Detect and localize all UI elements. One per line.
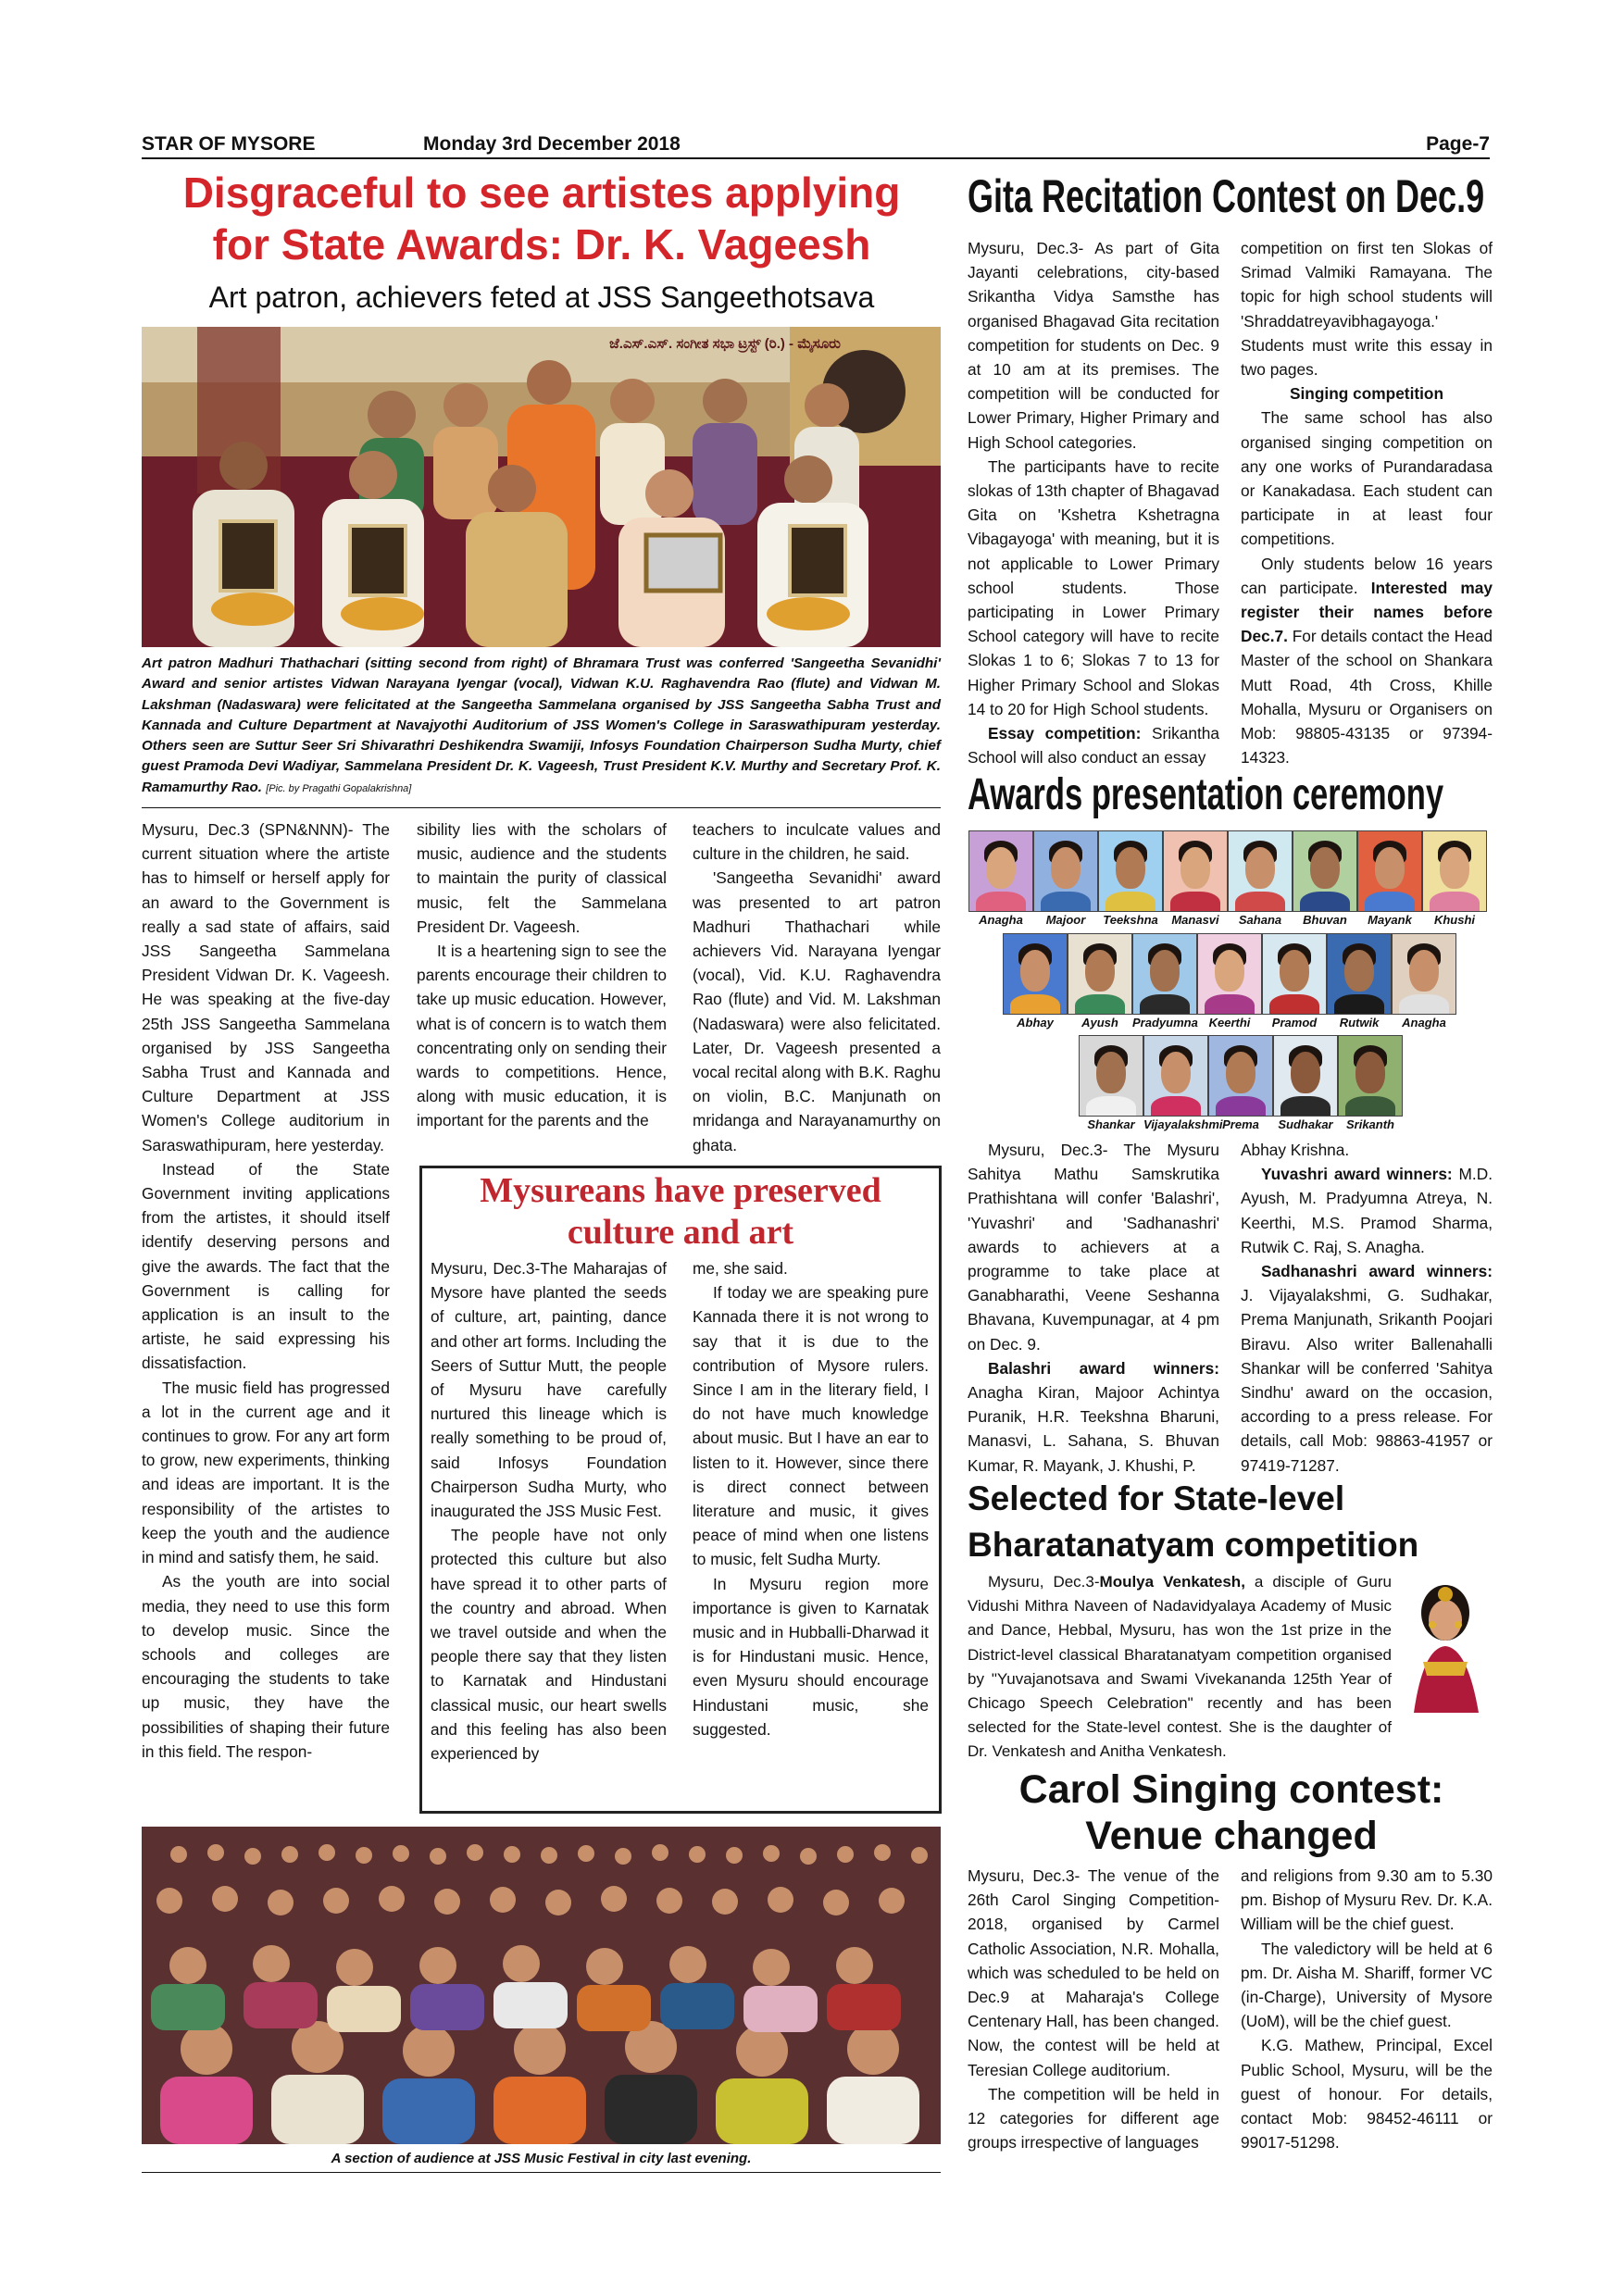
main-headline-line2: for State Awards: Dr. K. Vageesh (212, 220, 871, 268)
winner-name: Mayank (1368, 913, 1412, 927)
main-story-col2 (417, 817, 667, 1133)
winner-photo (1262, 933, 1327, 1015)
masthead-rule (142, 157, 1490, 159)
winner-photo (1228, 830, 1293, 912)
main-col2-para1: sibility lies with the scholars of music, audience and the students to maintain the purity of classical music, felt the Sammelana President Dr. Vageesh. (417, 820, 667, 936)
box-col1-para1: Mysuru, Dec.3-The Maharajas of Mysore have planted the seeds of culture, art, painting, dance and other art forms. Including the Seers of Suttur Mutt, the people of Mysuru have carefully nurtured this lineage which is really something to be proud of, said Infosys Foundation Chairperson Sudha Murty, who inaugurated the JSS Music Fest. (431, 1259, 667, 1521)
carol-col1 (968, 1864, 1219, 2154)
winner-photo (1033, 830, 1098, 912)
yuvashri-winners: M.D. Ayush, M. Pradyumna Atreya, N. Keerthi, M.S. Pramod Sharma, Rutwik C. Raj, S. Anagha. (1241, 1165, 1493, 1256)
audience-photo-caption: A section of audience at JSS Music Festival in city last evening. (331, 2151, 752, 2166)
winner-name: Bhuvan (1303, 913, 1347, 927)
awards-intro: Mysuru, Dec.3- The Mysuru Sahitya Mathu Samskrutika Prathishtana will confer 'Balashri', 'Yuvashri' and 'Sadhanashri' awards to achievers at a programme to take place at Ganabharathi, Veene Seshanna Bhavana, Kuvempunagar, at 4 pm on Dec. 9. (968, 1141, 1219, 1354)
carol-col1-para1: Mysuru, Dec.3- The venue of the 26th Carol Singing Competition-2018, organised by Carmel Catholic Association, N.R. Mohalla, which was scheduled to be held on Dec.9 at Maharaja's College Centenary Hall, has been changed. Now, the contest will be held at Teresian College auditorium. (968, 1866, 1219, 2079)
masthead-page-number: Page-7 (1426, 133, 1490, 155)
winner-photo (1338, 1035, 1403, 1117)
winner-photo (1293, 830, 1357, 912)
carol-col2-para2: The valedictory will be held at 6 pm. Dr. Aisha M. Shariff, former VC (in-Charge), University of Mysore (UoM), will be the chief guest. (1241, 1939, 1493, 2031)
box-col2-para2: If today we are speaking pure Kannada there it is not wrong to say that it is due to the contribution of Mysore rulers. Since I am in the literary field, I do not have much knowledge about music. But I have an ear to listen to it. However, since there is direct connect between literature and music, it gives peace of mind when one listens to music, felt Sudha Murty. (693, 1283, 929, 1569)
carol-headline-line2: Venue changed (1085, 1814, 1378, 1858)
awards-headline: Awards presentation ceremony (968, 770, 1444, 819)
main-col1-para1: Mysuru, Dec.3 (SPN&NNN)- The current situation where the artiste has to himself or herself apply for an award to the Government is really a sad state of affairs, said JSS Sangeetha Sammelana President Vidwan Dr. K. Vageesh. He was speaking at the five-day 25th JSS Sangeetha Sammelana organised by JSS Sangeetha Sabha Trust and Kannada and Culture Department at JSS Women's College auditorium in Saraswathipuram, here yesterday. (142, 820, 390, 1154)
awards-col2-start: Abhay Krishna. (1241, 1141, 1350, 1159)
box-headline-line1: Mysureans have preserved (480, 1171, 881, 1210)
winner-photo (1208, 1035, 1273, 1117)
main-headline-line1: Disgraceful to see artistes applying (182, 168, 901, 217)
audience-photo (142, 1827, 941, 2144)
masthead-date: Monday 3rd December 2018 (423, 133, 681, 155)
bharatanatyam-text (968, 1570, 1392, 1765)
winner-photo (1163, 830, 1228, 912)
gita-col2 (1241, 236, 1493, 769)
bharatanatyam-dancer-name: Moulya Venkatesh, (1099, 1573, 1245, 1591)
audience-caption-rule (142, 2172, 941, 2173)
gita-col1-para1: Mysuru, Dec.3- As part of Gita Jayanti celebrations, city-based Srikantha Vidya Samsthe has organised Bhagavad Gita recitation competition for students on Dec. 9 at 10 am at its premises. The competition will be conducted for Lower Primary, Higher Primary and High School categories. (968, 239, 1219, 452)
gita-essay-label: Essay competition: (988, 724, 1142, 743)
winner-name: Ayush (1081, 1016, 1118, 1029)
awards-headline-box (968, 770, 1495, 820)
awards-names-row3 (1079, 1117, 1403, 1131)
gita-eligibility: Only students below 16 years can participate. (1241, 554, 1493, 597)
winner-photo (1132, 933, 1197, 1015)
main-col3-para1: teachers to inculcate values and culture in the children, he said. (693, 820, 941, 864)
dancer-photo (1395, 1574, 1495, 1713)
winner-name: Srikanth (1345, 1117, 1394, 1131)
carol-col2 (1241, 1864, 1493, 2154)
awards-photo-row3 (1079, 1035, 1403, 1117)
winner-name: Vijayalakshmi (1143, 1117, 1223, 1131)
winner-name: Keerthi (1208, 1016, 1251, 1029)
winner-name: Rutwik (1339, 1016, 1380, 1029)
main-col1-para2: Instead of the State Government inviting applications from the artistes, it should itself identify deserving persons and give the awards. The fact that the Government is calling for application is an insult to the artiste, he said expressing his dissatisfaction. (142, 1159, 390, 1373)
award-photo (142, 327, 941, 647)
winner-photo (1357, 830, 1422, 912)
gita-contact: For details contact the Head Master of the school on Shankara Mutt Road, 4th Cross, Khille Mohalla, Mysuru or Organisers on Mob: 98805-43135 or 97394-14323. (1241, 627, 1493, 767)
balashri-winners: Anagha Kiran, Majoor Achintya Puranik, H.R. Teekshna Bharuni, Manasvi, L. Sahana, S. Bhuvan Kumar, R. Mayank, J. Khushi, P. (968, 1383, 1219, 1475)
winner-photo (1098, 830, 1163, 912)
main-subhead: Art patron, achievers feted at JSS Sangeethotsava (208, 281, 875, 314)
winner-photo (1392, 933, 1456, 1015)
box-story-col2 (693, 1256, 929, 1741)
winner-photo (1143, 1035, 1208, 1117)
winner-photo (1422, 830, 1487, 912)
winner-photo (1273, 1035, 1338, 1117)
winner-photo (968, 830, 1033, 912)
winner-name: Sudhakar (1278, 1117, 1333, 1131)
winner-name: Shankar (1087, 1117, 1135, 1131)
masthead-paper-name: STAR OF MYSORE (142, 133, 316, 155)
bharatanatyam-headline-line2: Bharatanatyam competition (968, 1526, 1419, 1564)
main-col1-para4: As the youth are into social media, they need to use this form to develop music. Since the schools and colleges are encouraging the students to take up music, they have the possibilities of shaping their future in this field. The respon- (142, 1572, 390, 1761)
winner-name: Pramod (1271, 1016, 1318, 1029)
winner-name: Teekshna (1103, 913, 1158, 927)
dancer-illustration (1395, 1574, 1495, 1713)
gita-singing-text: The same school has also organised singing competition on any one works of Purandaradasa or Kanakadasa. Each student can participate in at least four competitions. (1241, 408, 1493, 549)
winner-name: Anagha (1402, 1016, 1446, 1029)
sadhanashri-label: Sadhanashri award winners: (1261, 1262, 1493, 1281)
sadhanashri-winners: J. Vijayalakshmi, G. Sudhakar, Prema Manjunath, Srikanth Poojari Biravu. Also writer Ballenahalli Shankar will be conferred 'Sahitya Sindhu' award on the occasion, according to a press release. For details, call Mob: 98863-41957 or 97419-71287. (1241, 1286, 1493, 1475)
carol-headline-line1: Carol Singing contest: (1018, 1767, 1444, 1812)
balashri-label: Balashri award winners: (988, 1358, 1219, 1378)
bharatanatyam-headline-line1: Selected for State-level (968, 1479, 1345, 1517)
caption-text: Art patron Madhuri Thathachari (sitting second from right) of Bhramara Trust was conferred 'Sangeetha Sevanidhi' Award and senior artistes Vidwan Narayana Iyengar (vocal), Vidwan K.U. Raghavendra Rao (flute) and Vidwan M. Lakshman (Nadaswara) were felicitated at the Sangeetha Sammelana organised by JSS Sangeetha Sabha Trust and Kannada and Culture Department at Navajyothi Auditorium of JSS Women's College in Saraswathipuram yesterday. Others seen are Suttur Seer Sri Shivarathri Deshikendra Swamiji, Infosys Foundation Chairperson Sudha Murty, chief guest Pramoda Devi Wadiyar, Sammelana President Dr. K. Vageesh, Trust President K.V. Murthy and Secretary Prof. K. Ramamurthy Rao. (142, 655, 941, 795)
box-headline-line2: culture and art (567, 1213, 794, 1252)
gita-col1-para2: The participants have to recite slokas of 13th chapter of Bhagavad Gita on 'Kshetra Kshetragna Vibagayoga' with meaning, but it is not applicable to Lower Primary school students. Those participating in Lower Primary School category will have to recite Slokas 1 to 6; Slokas 7 to 13 for Higher Primary School and Slokas 14 to 20 for High School students. (968, 456, 1219, 718)
main-col3-para2: 'Sangeetha Sevanidhi' award was presented to art patron Madhuri Thathachari while achievers Vid. Narayana Iyengar (vocal), Vid. K.U. Raghavendra Rao (flute) and Vid. M. Lakshman (Nadaswara) were also felicitated. Later, Dr. Vageesh presented a vocal recital along with B.K. Raghu on violin, B.C. Manjunath on mridanga and Narayanamurthy on ghata. (693, 868, 941, 1154)
box-story-col1 (431, 1256, 667, 1766)
winner-name: Pradyumna (1132, 1016, 1198, 1029)
winner-photo (1003, 933, 1068, 1015)
winner-name: Majoor (1045, 913, 1086, 927)
main-story-col3 (693, 817, 941, 1157)
winner-name: Khushi (1433, 913, 1476, 927)
gita-col1 (968, 236, 1219, 769)
awards-names-row1 (968, 913, 1487, 927)
carol-col2-para1: and religions from 9.30 am to 5.30 pm. Bishop of Mysuru Rev. Dr. K.A. William will be the chief guest. (1241, 1866, 1493, 1934)
winner-name: Manasvi (1171, 913, 1219, 927)
carol-col2-para3: K.G. Mathew, Principal, Excel Public School, Mysuru, will be the guest of honour. For details, contact Mob: 98452-46111 or 99017-51298. (1241, 2036, 1493, 2152)
main-story-col1 (142, 817, 390, 1764)
gita-essay-text: Srikantha School will also conduct an essay (968, 724, 1220, 767)
box-col2-para3: In Mysuru region more importance is given to Karnatak music and in Hubballi-Dharwad it is for Hindustani music. Hence, even Mysuru should encourage Hindustani music, she suggested. (693, 1574, 929, 1739)
photo-credit: [Pic. by Pragathi Gopalakrishna] (266, 782, 412, 794)
winner-name: Prema (1222, 1117, 1259, 1131)
award-photo-illustration (142, 327, 941, 647)
bharatanatyam-dateline: Mysuru, Dec.3- (988, 1573, 1100, 1591)
caption-rule (142, 807, 941, 808)
gita-headline-box (968, 170, 1495, 222)
box-col2-para1: me, she said. (693, 1259, 788, 1278)
gita-singing-subhead: Singing competition (1289, 384, 1444, 404)
winner-name: Anagha (979, 913, 1023, 927)
main-col2-para2: It is a heartening sign to see the parents encourage their children to take up music education. However, what is of concern is to watch them concentrating only on sending their wards to competitions. Hence, along with music education, it is important for the parents and the (417, 942, 667, 1130)
carol-headline (968, 1766, 1495, 1859)
winner-name: Abhay (1017, 1016, 1054, 1029)
audience-photo-illustration (142, 1827, 941, 2144)
yuvashri-label: Yuvashri award winners: (1261, 1165, 1453, 1184)
awards-photo-row1 (968, 830, 1487, 912)
winner-photo (1068, 933, 1132, 1015)
winner-name: Sahana (1238, 913, 1282, 927)
awards-names-row2 (1003, 1016, 1456, 1029)
awards-photo-row2 (1003, 933, 1456, 1015)
stage-banner-text: ಜೆ.ಎಸ್.ಎಸ್. ಸಂಗೀತ ಸಭಾ ಟ್ರಸ್ಟ್ (ರಿ.) - ಮೈಸೂರು (609, 336, 841, 352)
bharatanatyam-headline (968, 1476, 1495, 1568)
winner-photo (1197, 933, 1262, 1015)
gita-col2-intro: competition on first ten Slokas of Srimad Valmiki Ramayana. The topic for high school students will 'Shraddatreyavibhagayoga.' Students must write this essay in two pages. (1241, 239, 1493, 380)
award-photo-caption (142, 654, 941, 799)
gita-register-note: Interested may register their names before Dec.7. (1241, 578, 1493, 646)
carol-col1-para2: The competition will be held in 12 categories for different age groups irrespective of languages (968, 2084, 1219, 2152)
awards-col1 (968, 1138, 1219, 1478)
awards-col2 (1241, 1138, 1493, 1478)
main-headline (139, 167, 944, 270)
winner-photo (1327, 933, 1392, 1015)
main-col1-para3: The music field has progressed a lot in the current age and it continues to grow. For any art form to grow, new experiments, thinking and ideas are important. It is the responsibility of the artistes to keep the youth and the audience in mind and satisfy them, he said. (142, 1378, 390, 1567)
bharatanatyam-body: a disciple of Guru Vidushi Mithra Naveen of Nadavidyalaya Academy of Music and Dance, Hebbal, Mysuru, has won the 1st prize in the District-level classical Bharatanatyam competition organised by "Yuvajanotsava and Swami Vivekananda 125th Year of Chicago Speech Celebration" recently and has been selected for the State-level contest. She is the daughter of Dr. Venkatesh and Anitha Venkatesh. (968, 1573, 1393, 1761)
winner-photo (1079, 1035, 1143, 1117)
box-headline (421, 1170, 940, 1254)
box-col1-para2: The people have not only protected this culture but also have spread it to other parts of the country and abroad. When we travel outside and when the people there say that they listen to Karnatak and Hindustani classical music, our heart swells and this feeling has also been experienced by (431, 1526, 667, 1764)
gita-headline: Gita Recitation Contest on Dec.9 (968, 170, 1485, 222)
